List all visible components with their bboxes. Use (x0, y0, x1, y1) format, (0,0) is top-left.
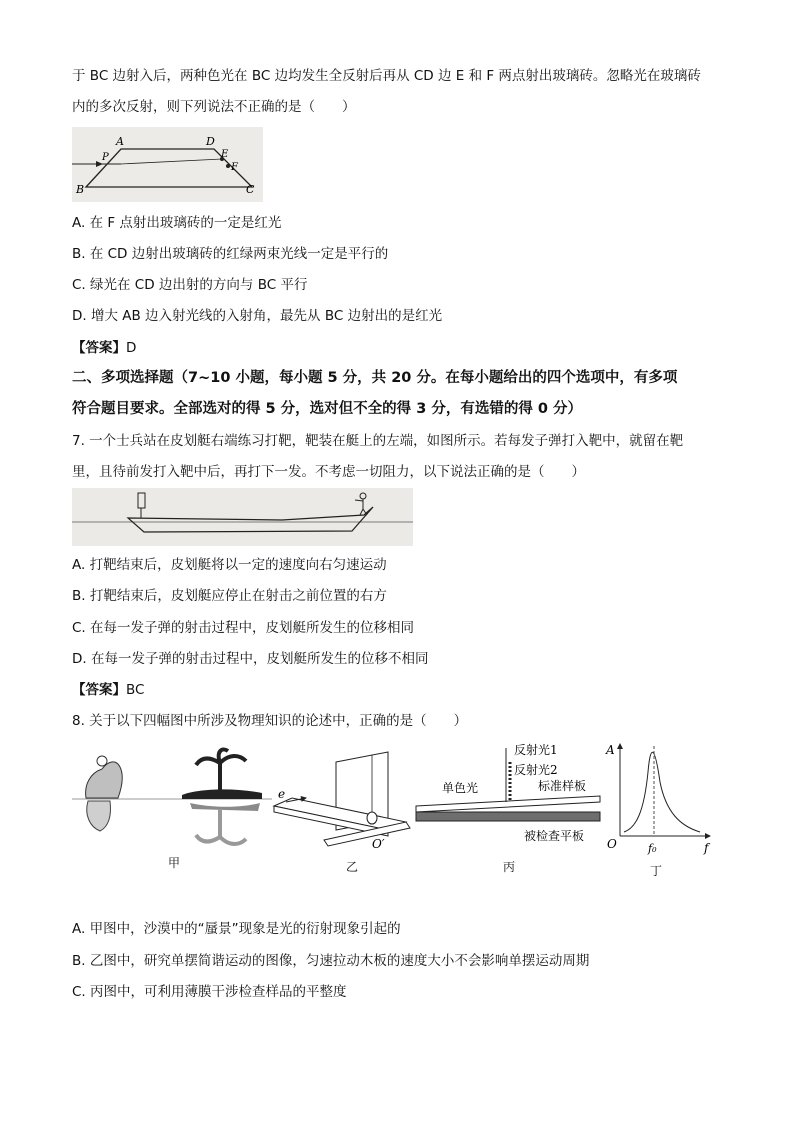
q7-stem-line1: 7. 一个士兵站在皮划艇右端练习打靶，靶装在艇上的左端，如图所示。若每发子弹打入靶中，就留在靶 (72, 433, 684, 449)
fig-bing-interference (414, 740, 604, 850)
label-std: 标准样板 (538, 779, 587, 793)
q7-option-b: B. 打靶结束后，皮划艇应停止在射击之前位置的右方 (72, 588, 387, 604)
q6-stem-line1: 于 BC 边射入后，两种色光在 BC 边均发生全反射后再从 CD 边 E 和 F 两点射出玻璃砖。忽略光在玻璃砖 (72, 68, 701, 84)
label-o-yi: O′ (372, 837, 385, 851)
q8-stem: 8. 关于以下四幅图中所涉及物理知识的论述中，正确的是（ ） (72, 713, 468, 729)
label-c: C (246, 183, 255, 196)
label-p: P (102, 152, 109, 163)
label-f: F (231, 162, 238, 173)
label-d: D (206, 135, 215, 148)
fig-jia-mirage (72, 745, 272, 860)
label-b: B (76, 183, 85, 196)
fig-ding-resonance (604, 742, 716, 860)
caption-bing: 丙 (503, 860, 516, 874)
q7-option-d: D. 在每一发子弹的射击过程中，皮划艇所发生的位移不相同 (72, 651, 429, 667)
answer-value: BC (126, 682, 145, 698)
caption-yi: 乙 (346, 860, 359, 874)
q6-option-c: C. 绿光在 CD 边出射的方向与 BC 平行 (72, 277, 308, 293)
label-mono: 单色光 (442, 781, 479, 795)
q6-option-b: B. 在 CD 边射出玻璃砖的红绿两束光线一定是平行的 (72, 246, 389, 262)
section2-heading-line2: 符合题目要求。全部选对的得 5 分，选对但不全的得 3 分，有选错的得 0 分） (72, 401, 583, 417)
label-a-ding: A (606, 743, 615, 757)
label-e: E (221, 149, 229, 160)
q6-answer (72, 338, 136, 358)
caption-ding: 丁 (650, 864, 663, 878)
q6-stem-line2: 内的多次反射，则下列说法不正确的是（ ） (72, 99, 356, 115)
q7-kayak-figure (72, 488, 413, 546)
label-ref1: 反射光1 (514, 743, 558, 757)
section2-heading-line1: 二、多项选择题（7~10 小题，每小题 5 分，共 20 分。在每小题给出的四个选项中，有多项 (72, 370, 678, 386)
caption-jia: 甲 (168, 856, 181, 870)
q6-trapezoid-figure (72, 127, 263, 202)
q8-option-c: C. 丙图中，可利用薄膜干涉检查样品的平整度 (72, 984, 347, 1000)
label-ref2: 反射光2 (514, 763, 558, 777)
fig-yi-pendulum (272, 748, 412, 860)
answer-tag: 【答案】 (72, 340, 126, 356)
q7-answer (72, 680, 144, 700)
label-e-yi: e (278, 787, 286, 801)
label-f0-ding: f₀ (648, 842, 657, 855)
q7-option-c: C. 在每一发子弹的射击过程中，皮划艇所发生的位移相同 (72, 620, 415, 636)
answer-value: D (126, 340, 137, 356)
q8-option-a: A. 甲图中，沙漠中的“蜃景”现象是光的衍射现象引起的 (72, 921, 401, 937)
q7-stem-line2: 里，且待前发打入靶中后，再打下一发。不考虑一切阻力，以下说法正确的是（ ） (72, 464, 585, 480)
q8-option-b: B. 乙图中，研究单摆简谐运动的图像，匀速拉动木板的速度大小不会影响单摆运动周期 (72, 953, 590, 969)
label-o-ding: O (607, 837, 617, 851)
label-a: A (116, 135, 124, 148)
q7-option-a: A. 打靶结束后，皮划艇将以一定的速度向右匀速运动 (72, 557, 387, 573)
answer-tag: 【答案】 (72, 682, 126, 698)
q6-option-a: A. 在 F 点射出玻璃砖的一定是红光 (72, 215, 282, 231)
q6-option-d: D. 增大 AB 边入射光线的入射角，最先从 BC 边射出的是红光 (72, 308, 443, 324)
label-f-ding: f (704, 841, 709, 855)
label-test: 被检查平板 (524, 829, 585, 843)
